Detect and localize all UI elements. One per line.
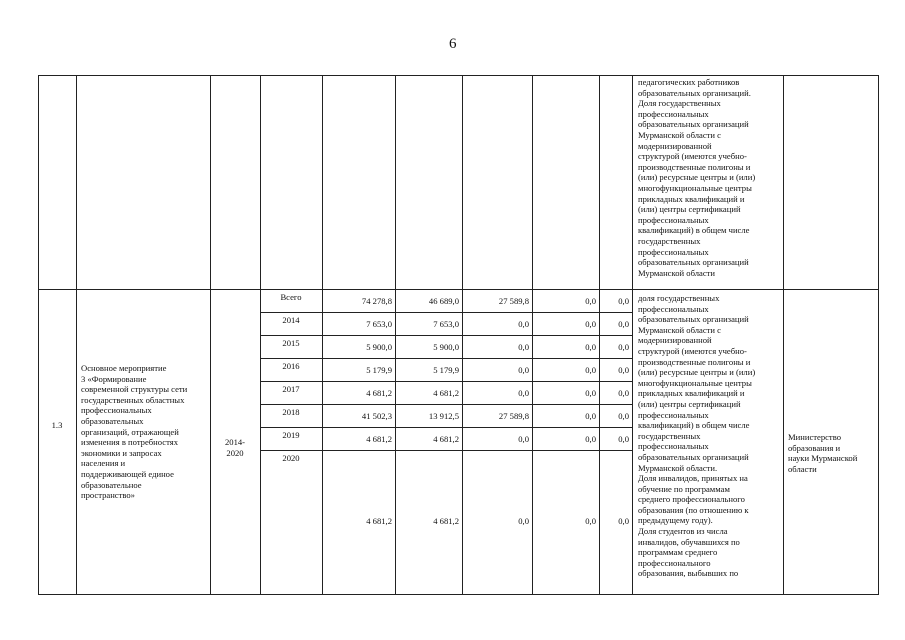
- year-cell-c4: 0,0: [618, 342, 629, 352]
- year-cell-total: 7 653,0: [366, 319, 392, 329]
- year-cell-label: 2015: [282, 338, 300, 348]
- year-divider: [260, 358, 632, 359]
- year-cell-c3: 0,0: [585, 319, 596, 329]
- year-cell-label: 2019: [282, 430, 300, 440]
- activity-title: Основное мероприятие 3 «Формирование современной структуры сети государственных областных профессиональных образовательных организаций, отражающей изменения в потребностях экономики и запросах населения и поддерживающей единое образовательное пространство»: [81, 363, 188, 501]
- year-cell-c1: 5 900,0: [433, 342, 459, 352]
- year-cell-c4: 0,0: [618, 516, 629, 526]
- row-divider: [38, 289, 879, 290]
- year-cell-c2: 0,0: [518, 319, 529, 329]
- year-cell-c4: 0,0: [618, 296, 629, 306]
- year-cell-c2: 0,0: [518, 342, 529, 352]
- year-cell-c3: 0,0: [585, 516, 596, 526]
- year-cell-c1: 4 681,2: [433, 516, 459, 526]
- year-divider: [260, 427, 632, 428]
- indicators-text: доля государственных профессиональных образовательных организаций Мурманской области с модернизированной структурой (имеются учебно- производственные полигоны и (или) ресурсные центры и (или) многофункциональные центры прикладных квалификаций и (или) центры сертификаций профессиональных квалификаций) в общем числе государственных профессиональных образовательных организаций Мурманской области. Доля инвалидов, принятых на обучение по программам среднего профессионального образования (по отношению к предыдущему году). Доля студентов из числа инвалидов, обучавшихся по программам среднего профессионального образования, выбывших по: [638, 293, 756, 579]
- year-divider: [260, 335, 632, 336]
- year-divider: [260, 450, 632, 451]
- year-cell-c3: 0,0: [585, 296, 596, 306]
- year-cell-c1: 13 912,5: [428, 411, 459, 421]
- page-number: 6: [449, 36, 457, 52]
- year-cell-c3: 0,0: [585, 365, 596, 375]
- col-line-title: [210, 75, 211, 595]
- row-number: 1.3: [51, 420, 63, 430]
- year-divider: [260, 381, 632, 382]
- year-cell-total: 41 502,3: [361, 411, 392, 421]
- year-cell-label: 2018: [282, 407, 300, 417]
- year-cell-c4: 0,0: [618, 388, 629, 398]
- year-cell-c2: 27 589,8: [498, 296, 529, 306]
- year-cell-c4: 0,0: [618, 434, 629, 444]
- year-cell-c4: 0,0: [618, 411, 629, 421]
- col-line-number: [76, 75, 77, 595]
- year-cell-total: 5 900,0: [366, 342, 392, 352]
- year-cell-c1: 7 653,0: [433, 319, 459, 329]
- year-cell-c1: 46 689,0: [428, 296, 459, 306]
- year-cell-total: 4 681,2: [366, 388, 392, 398]
- activity-period: 2014- 2020: [224, 437, 246, 458]
- year-cell-c1: 4 681,2: [433, 434, 459, 444]
- year-cell-c2: 27 589,8: [498, 411, 529, 421]
- year-cell-c1: 5 179,9: [433, 365, 459, 375]
- year-cell-c1: 4 681,2: [433, 388, 459, 398]
- year-divider: [260, 312, 632, 313]
- executor: Министерство образования и науки Мурманской области: [788, 432, 858, 474]
- continuation-indicators-text: педагогических работников образовательных организаций. Доля государственных профессиональных образовательных организаций Мурманской области с модернизированной структурой (имеются учебно- производственные полигоны и (или) ресурсные центры и (или) многофункциональные центры прикладных квалификаций и (или) центры сертификаций профессиональных квалификаций) в общем числе государственных профессиональных образовательных организаций Мурманской области: [638, 77, 756, 278]
- year-cell-total: 74 278,8: [361, 296, 392, 306]
- year-cell-label: Всего: [280, 292, 302, 302]
- year-cell-total: 4 681,2: [366, 434, 392, 444]
- year-cell-c2: 0,0: [518, 388, 529, 398]
- year-cell-label: 2014: [282, 315, 300, 325]
- col-line-c4: [632, 75, 633, 595]
- year-cell-c3: 0,0: [585, 388, 596, 398]
- year-cell-c3: 0,0: [585, 411, 596, 421]
- year-cell-c2: 0,0: [518, 434, 529, 444]
- year-cell-c4: 0,0: [618, 365, 629, 375]
- year-cell-c3: 0,0: [585, 342, 596, 352]
- year-cell-c2: 0,0: [518, 516, 529, 526]
- year-cell-c3: 0,0: [585, 434, 596, 444]
- col-line-indicators: [783, 75, 784, 595]
- year-cell-label: 2020: [282, 453, 300, 463]
- year-cell-c4: 0,0: [618, 319, 629, 329]
- program-table: [38, 75, 879, 595]
- year-cell-total: 4 681,2: [366, 516, 392, 526]
- year-cell-total: 5 179,9: [366, 365, 392, 375]
- year-cell-label: 2016: [282, 361, 300, 371]
- year-cell-c2: 0,0: [518, 365, 529, 375]
- year-cell-label: 2017: [282, 384, 300, 394]
- year-divider: [260, 404, 632, 405]
